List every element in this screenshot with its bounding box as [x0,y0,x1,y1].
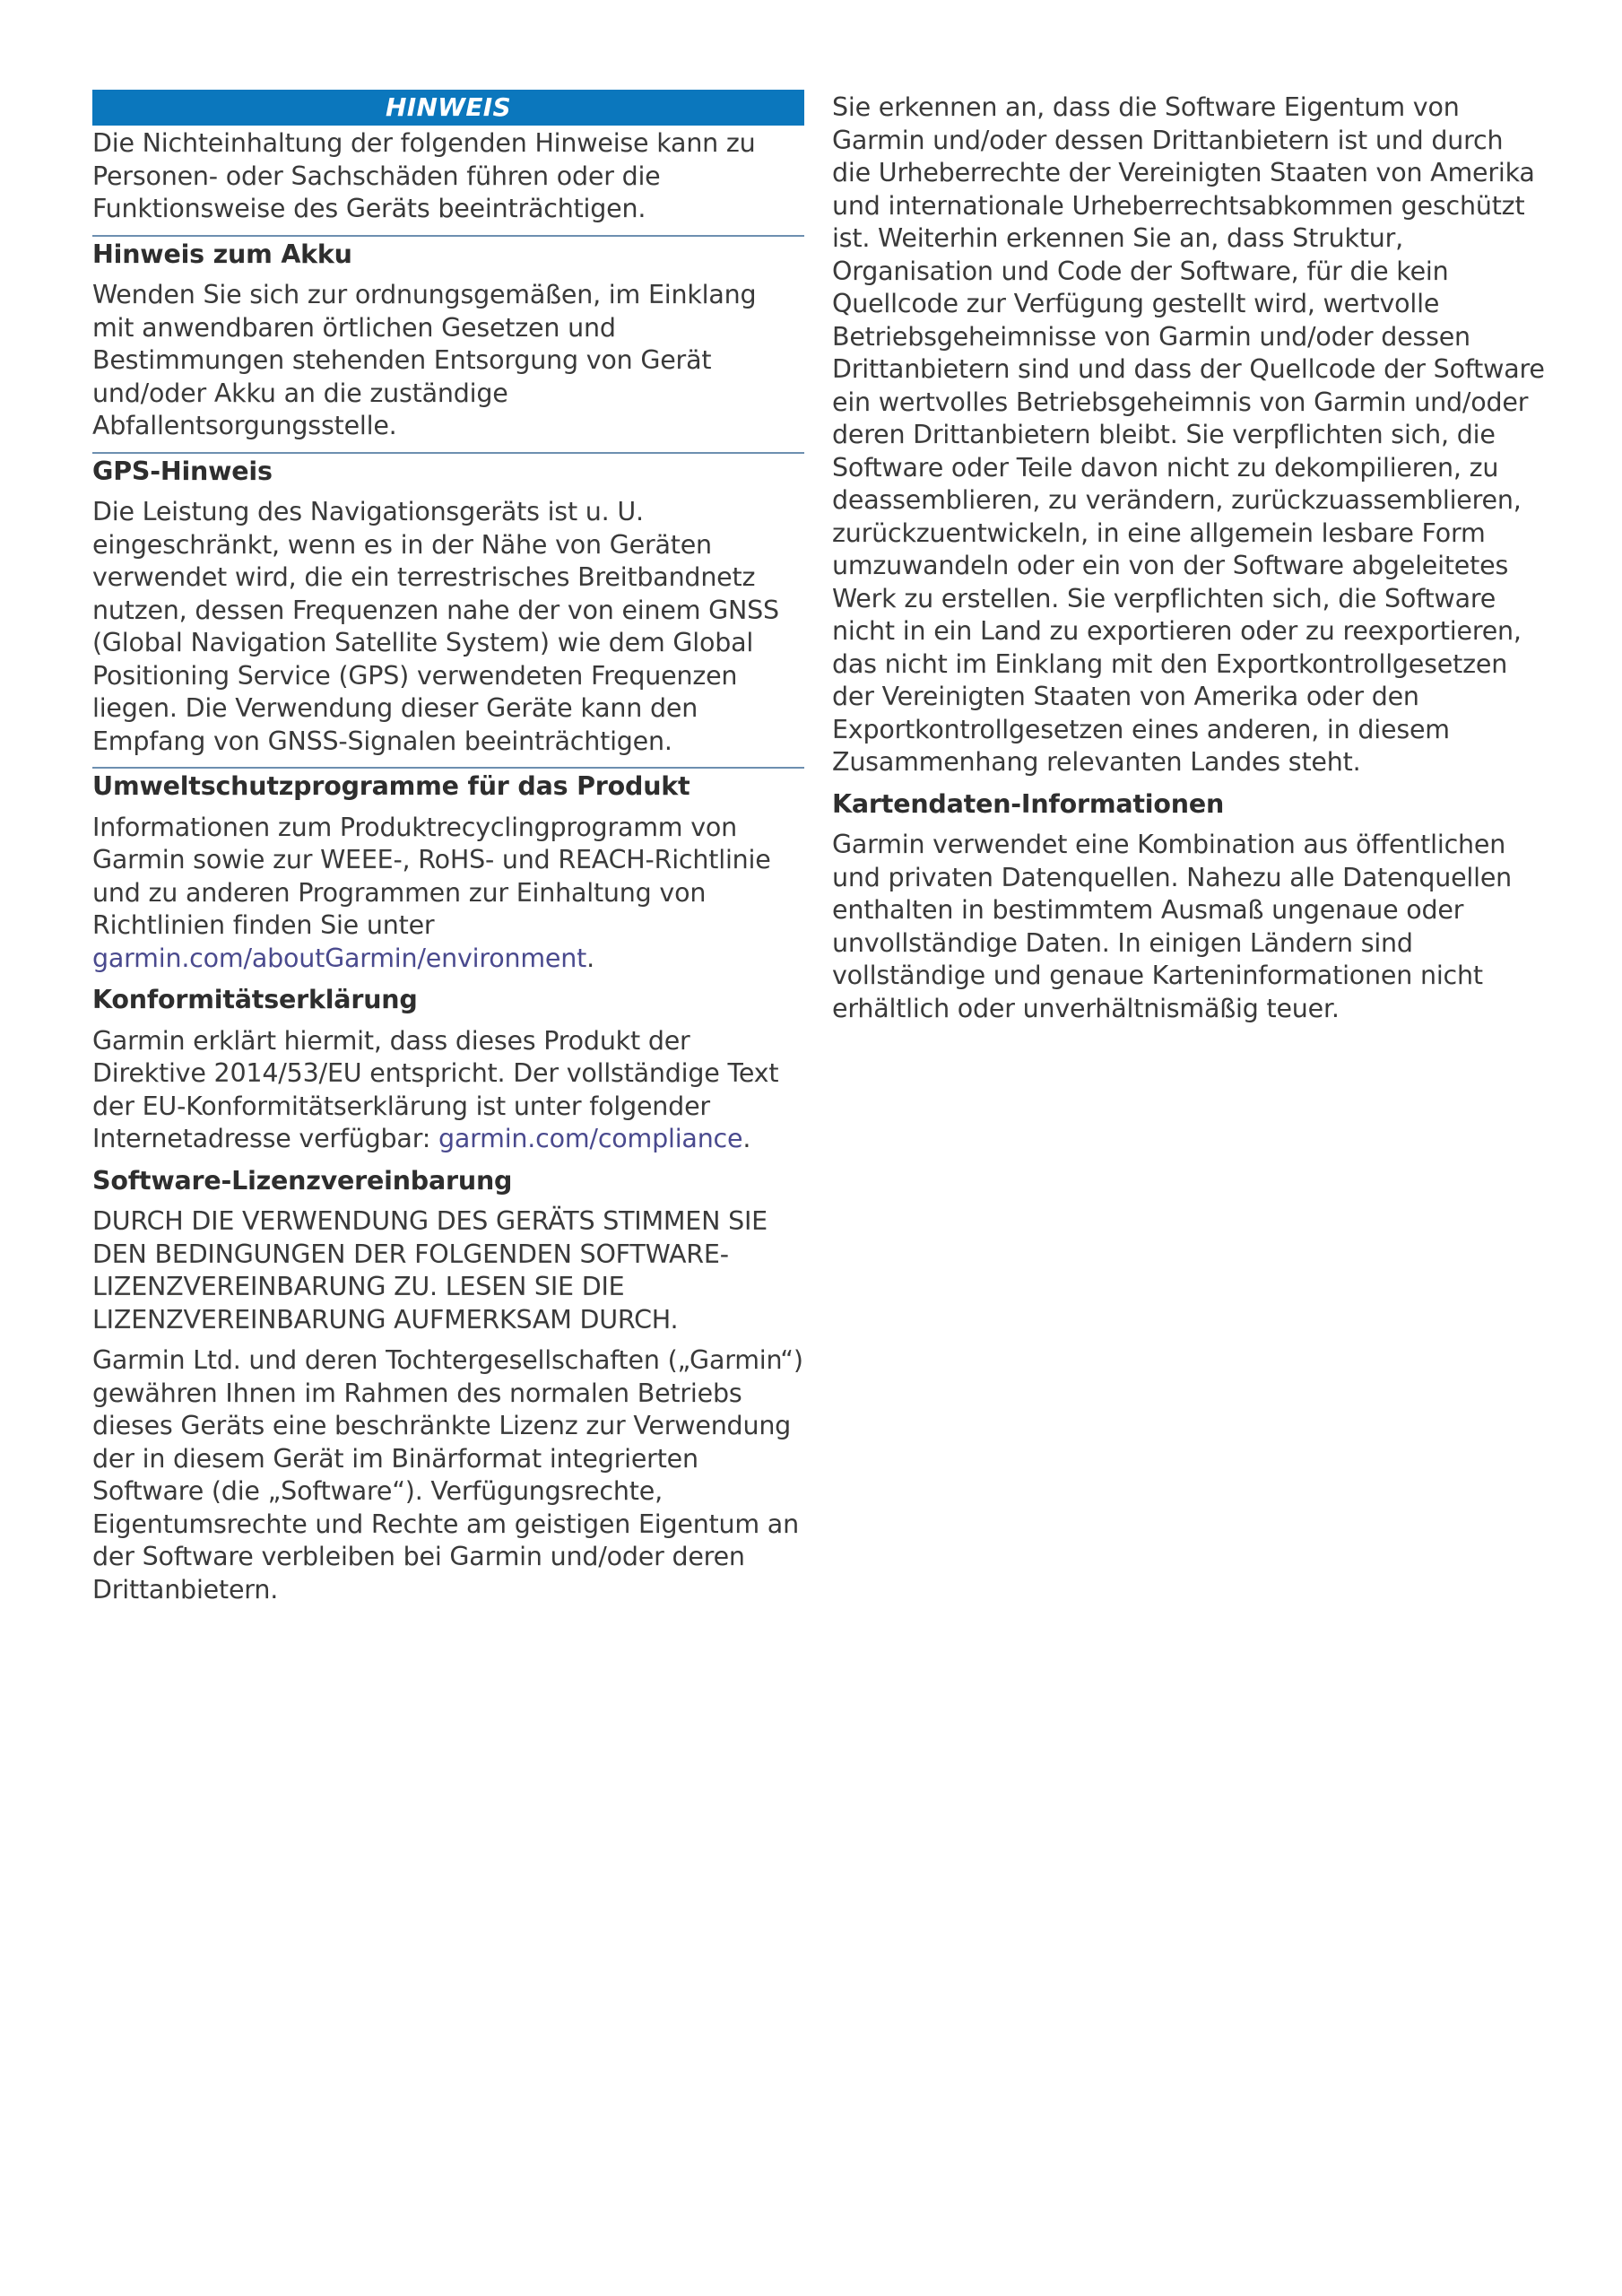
license-continued-text: Sie erkennen an, dass die Software Eigentum von Garmin und/oder dessen Drittanbietern ist und durch die Urheberrechte der Vereinigten Staaten von Amerika und internationale Urheberrechtsabkommen geschützt ist. Weiterhin erkennen Sie an, dass Struktur, Organisation und Code der Software, für die kein Quellcode zur Verfügung gestellt wird, wertvolle Betriebsgeheimnisse von Garmin und/oder dessen Drittanbietern sind und dass der Quellcode der Software ein wertvolles Betriebsgeheimnis von Garmin und/oder deren Drittanbietern bleibt. Sie verpflichten sich, die Software oder Teile davon nicht zu dekompilieren, zu deassemblieren, zu verändern, zurückzuassemblieren, zurückzuentwickeln, in eine allgemein lesbare Form umzuwandeln oder ein von der Software abgeleitetes Werk zu erstellen. Sie verpflichten sich, die Software nicht in ein Land zu exportieren oder zu reexportieren, das nicht im Einklang mit den Exportkontrollgesetzen der Vereinigten Staaten von Amerika oder den Exportkontrollgesetzen eines anderen, in diesem Zusammenhang relevanten Landes steht. [832,92,1545,777]
environment-heading: Umweltschutzprogramme für das Produkt [92,771,690,801]
map-data-heading: Kartendaten-Informationen [832,788,1225,819]
conformity-heading: Konformitätserklärung [92,985,418,1014]
license-text: Garmin Ltd. und deren Tochtergesellschaften („Garmin“) gewähren Ihnen im Rahmen des normalen Betriebs dieses Geräts eine beschränkte Lizenz zur Verwendung der in diesem Gerät im Binärformat integrierten Software (die „Software“). Verfügungsrechte, Eigentumsrechte und Rechte am geistigen Eigentum an der Software verbleiben bei Garmin und/oder deren Drittanbietern. [92,1345,803,1605]
section-divider [92,452,804,454]
map-data-text: Garmin verwendet eine Kombination aus öffentlichen und privaten Datenquellen. Nahezu alle Datenquellen enthalten in bestimmtem Ausmaß ungenaue oder unvollständige Daten. In einigen Ländern sind vollständige und genaue Karteninformationen nicht erhältlich oder unverhältnismäßig teuer. [832,830,1513,1023]
environment-end: . [586,943,594,973]
battery-heading: Hinweis zum Akku [92,239,352,269]
license-heading: Software-Lizenzvereinbarung [92,1165,513,1196]
section-divider [92,767,804,769]
left-column [92,90,804,1606]
license-caps-text: DURCH DIE VERWENDUNG DES GERÄTS STIMMEN SIE DEN BEDINGUNGEN DER FOLGENDEN SOFTWARE-LIZENZVEREINBARUNG ZU. LESEN SIE DIE LIZENZVEREINBARUNG AUFMERKSAM DURCH. [92,1206,768,1335]
conformity-body: Garmin erklärt hiermit, dass dieses Produkt der Direktive 2014/53/EU entspricht. Der vollständige Text der EU-Konformitätserklärung ist unter folgender Internetadresse verfügbar: [92,1025,779,1153]
conformity-end: . [742,1124,751,1153]
environment-link[interactable]: garmin.com/aboutGarmin/environment [92,943,587,973]
notice-text: Die Nichteinhaltung der folgenden Hinweise kann zu Personen- oder Sachschäden führen oder die Funktionsweise des Geräts beeinträchtigen. [92,128,756,223]
environment-text [92,812,804,976]
notice-banner: HINWEIS [92,90,804,126]
gps-heading: GPS-Hinweis [92,456,273,486]
battery-text: Wenden Sie sich zur ordnungsgemäßen, im Einklang mit anwendbaren örtlichen Gesetzen und Bestimmungen stehenden Entsorgung von Gerät und/oder Akku an die zuständige Abfallentsorgungsstelle. [92,280,757,440]
gps-text: Die Leistung des Navigationsgeräts ist u. U. eingeschränkt, wenn es in der Nähe von Geräten verwendet wird, die ein terrestrisches Breitbandnetz nutzen, dessen Frequenzen nahe der von einem GNSS (Global Navigation Satellite System) wie dem Global Positioning Service (GPS) verwendeten Frequenzen liegen. Die Verwendung dieser Geräte kann den Empfang von GNSS-Signalen beeinträchtigen. [92,497,779,756]
compliance-link[interactable]: garmin.com/compliance [438,1124,743,1153]
right-column [832,90,1545,1025]
section-divider [92,235,804,237]
conformity-text [92,1025,804,1156]
environment-body: Informationen zum Produktrecyclingprogramm von Garmin sowie zur WEEE-, RoHS- und REACH-Richtlinie und zu anderen Programmen zur Einhaltung von Richtlinien finden Sie unter [92,812,771,940]
